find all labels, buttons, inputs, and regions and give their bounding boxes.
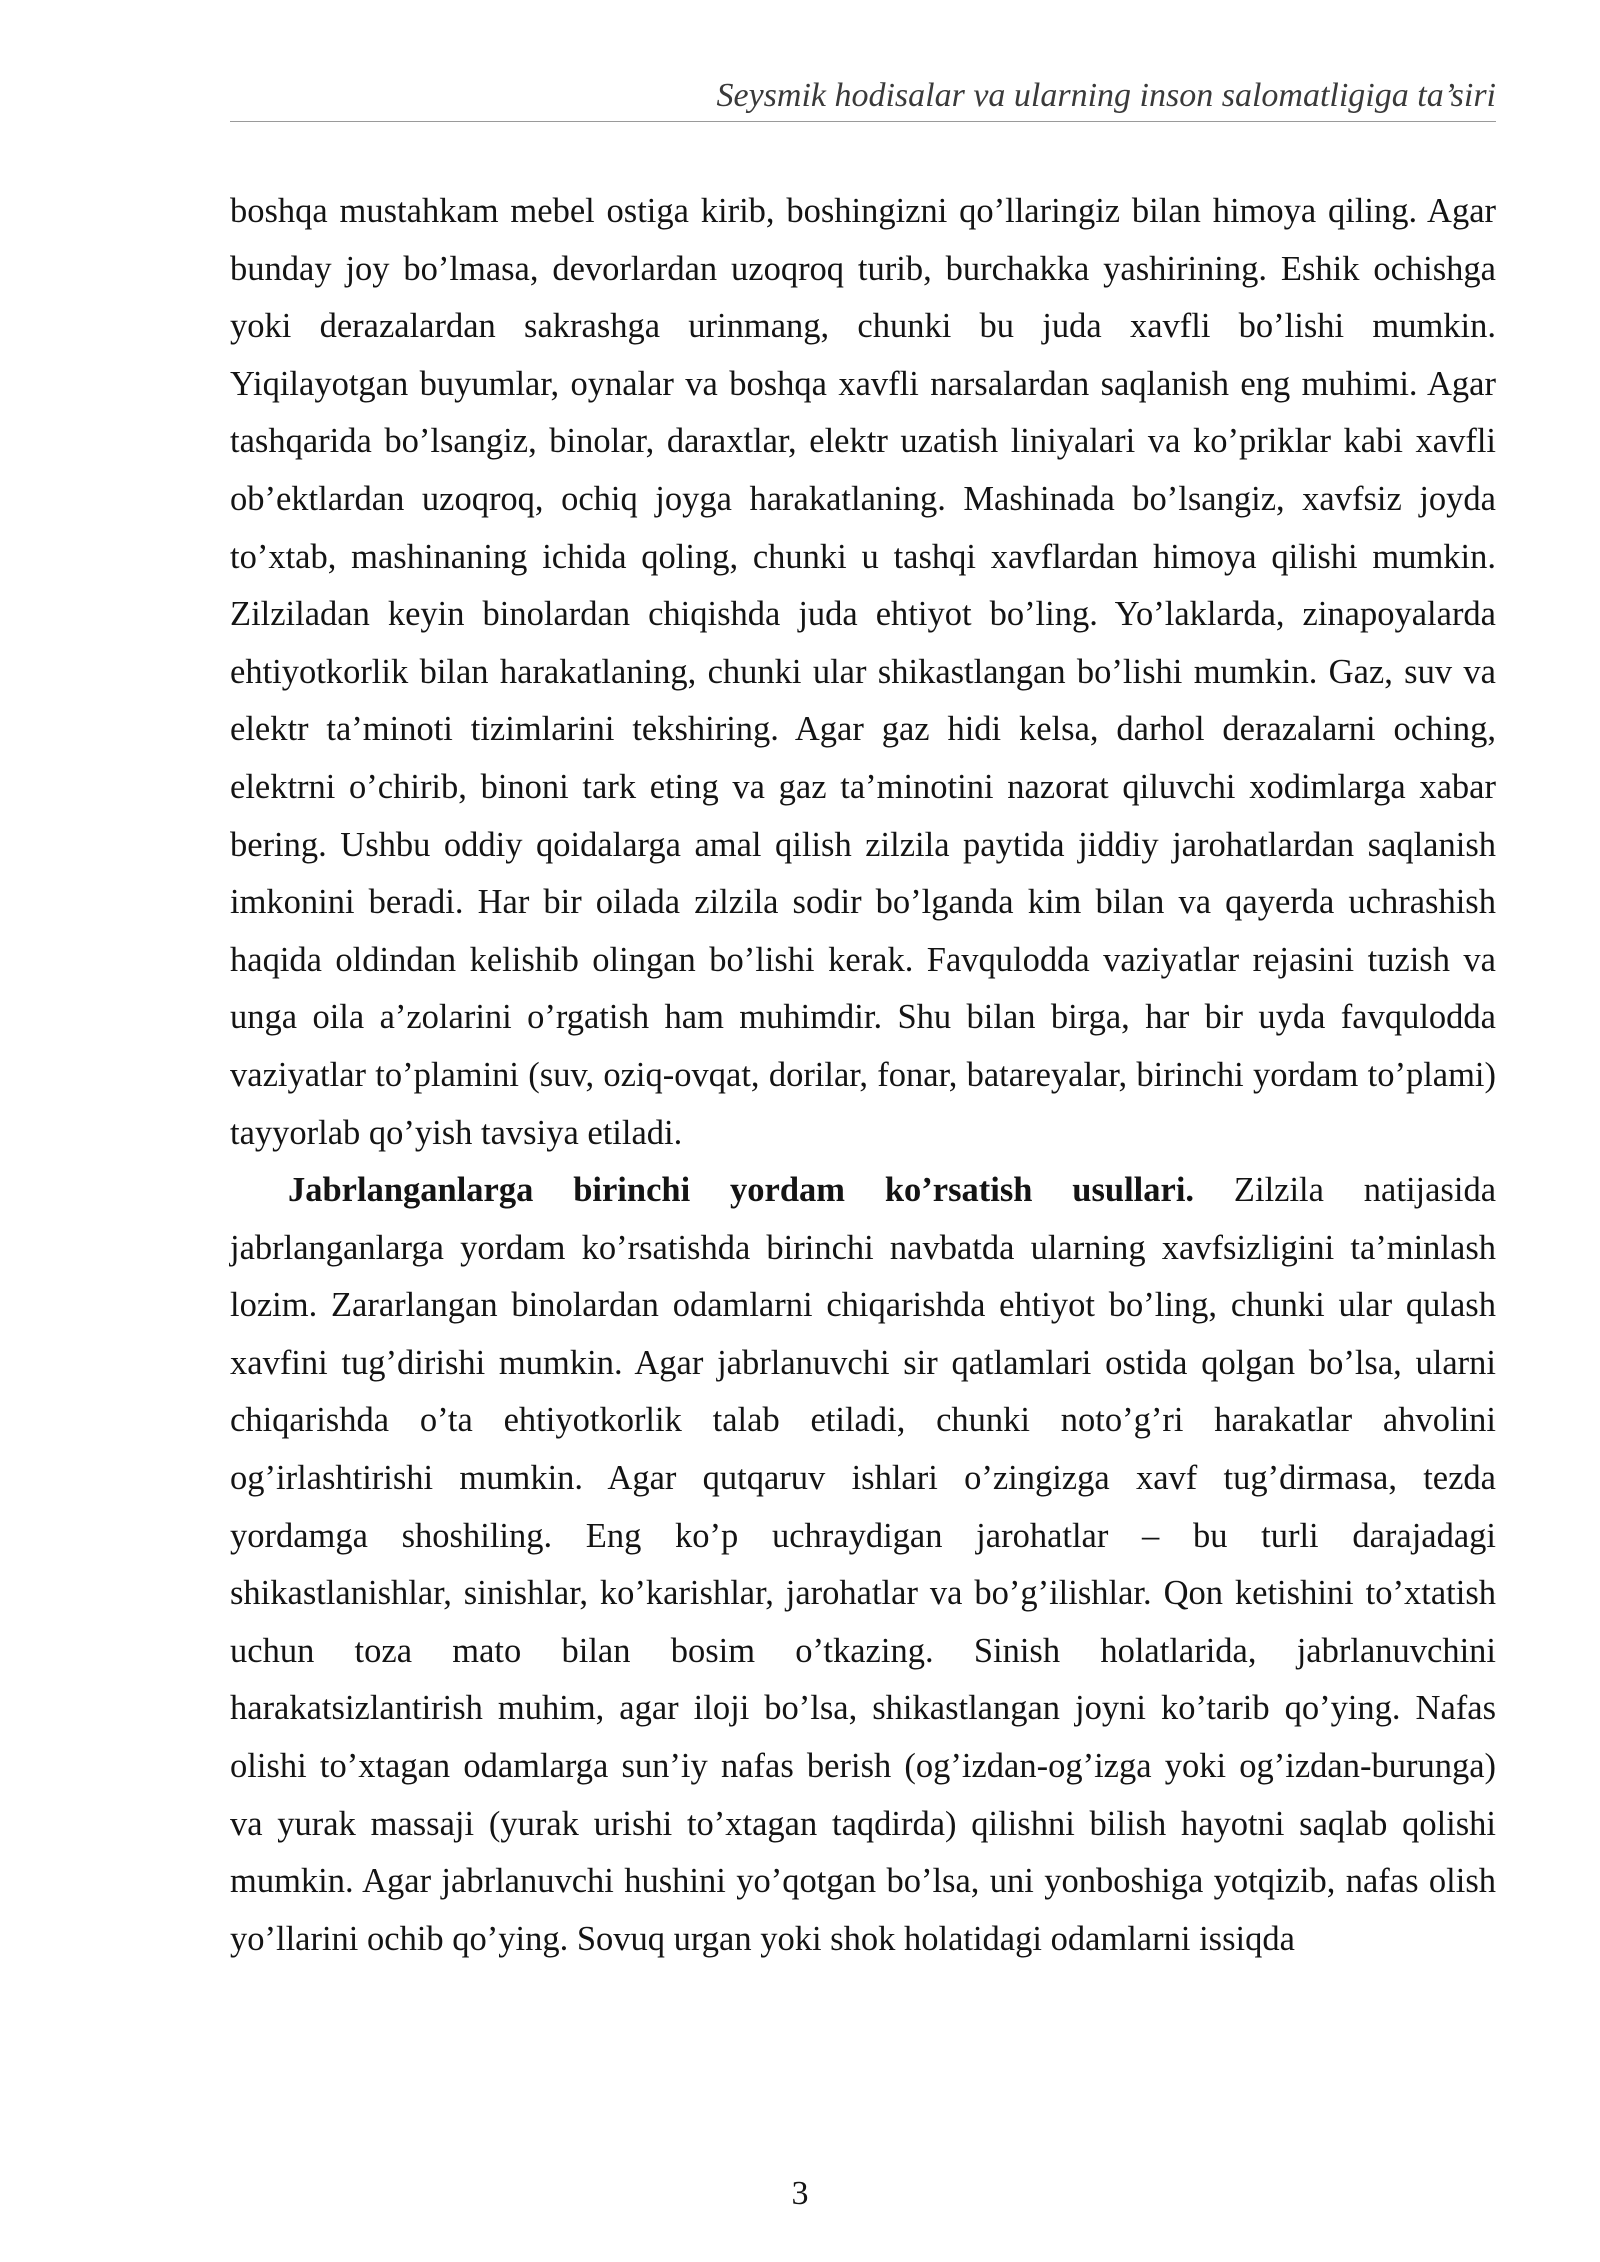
running-title: Seysmik hodisalar va ularning inson salomatligiga ta’siri [716, 77, 1496, 114]
page-body [230, 183, 1496, 1968]
running-header [230, 70, 1496, 122]
page-number: 3 [791, 2175, 809, 2212]
body-paragraph-2-text: Zilzila natijasida jabrlanganlarga yordam ko’rsatishda birinchi navbatda ularning xavfsizligini ta’minlash lozim. Zararlangan binolardan odamlarni chiqarishda ehtiyot bo’ling, chunki ular qulash xavfini tug’dirishi mumkin. Agar jabrlanuvchi sir qatlamlari ostida qolgan bo’lsa, ularni chiqarishda o’ta ehtiyotkorlik talab etiladi, chunki noto’g’ri harakatlar ahvolini og’irlashtirishi mumkin. Agar qutqaruv ishlari o’zingizga xavf tug’dirmasa, tezda yordamga shoshiling. Eng ko’p uchraydigan jarohatlar – bu turli darajadagi shikastlanishlar, sinishlar, ko’karishlar, jarohatlar va bo’g’ilishlar. Qon ketishini to’xtatish uchun toza mato bilan bosim o’tkazing. Sinish holatlarida, jabrlanuvchini harakatsizlantirish muhim, agar iloji bo’lsa, shikastlangan joyni ko’tarib qo’ying. Nafas olishi to’xtagan odamlarga sun’iy nafas berish (og’izdan-og’izga yoki og’izdan-burunga) va yurak massaji (yurak urishi to’xtagan taqdirda) qilishni bilish hayotni saqlab qolishi mumkin. Agar jabrlanuvchi hushini yo’qotgan bo’lsa, uni yonboshiga yotqizib, nafas olish yo’llarini ochib qo’ying. Sovuq urgan yoki shok holatidagi odamlarni issiqda [230, 1171, 1497, 1958]
body-paragraph-2 [230, 1162, 1496, 1968]
body-paragraph-1: boshqa mustahkam mebel ostiga kirib, boshingizni qo’llaringiz bilan himoya qiling. Agar bunday joy bo’lmasa, devorlardan uzoqroq turib, burchakka yashirining. Eshik ochishga yoki derazalardan sakrashga urinmang, chunki bu juda xavfli bo’lishi mumkin. Yiqilayotgan buyumlar, oynalar va boshqa xavfli narsalardan saqlanish eng muhimi. Agar tashqarida bo’lsangiz, binolar, daraxtlar, elektr uzatish liniyalari va ko’priklar kabi xavfli ob’ektlardan uzoqroq, ochiq joyga harakatlaning. Mashinada bo’lsangiz, xavfsiz joyda to’xtab, mashinaning ichida qoling, chunki u tashqi xavflardan himoya qilishi mumkin. Zilziladan keyin binolardan chiqishda juda ehtiyot bo’ling. Yo’laklarda, zinapoyalarda ehtiyotkorlik bilan harakatlaning, chunki ular shikastlangan bo’lishi mumkin. Gaz, suv va elektr ta’minoti tizimlarini tekshiring. Agar gaz hidi kelsa, darhol derazalarni oching, elektrni o’chirib, binoni tark eting va gaz ta’minotini nazorat qiluvchi xodimlarga xabar bering. Ushbu oddiy qoidalarga amal qilish zilzila paytida jiddiy jarohatlardan saqlanish imkonini beradi. Har bir oilada zilzila sodir bo’lganda kim bilan va qayerda uchrashish haqida oldindan kelishib olingan bo’lishi kerak. Favqulodda vaziyatlar rejasini tuzish va unga oila a’zolarini o’rgatish ham muhimdir. Shu bilan birga, har bir uyda favqulodda vaziyatlar to’plamini (suv, oziq-ovqat, dorilar, fonar, batareyalar, birinchi yordam to’plami) tayyorlab qo’yish tavsiya etiladi. [230, 192, 1496, 1152]
section-heading: Jabrlanganlarga birinchi yordam ko’rsatish usullari. [288, 1171, 1195, 1210]
